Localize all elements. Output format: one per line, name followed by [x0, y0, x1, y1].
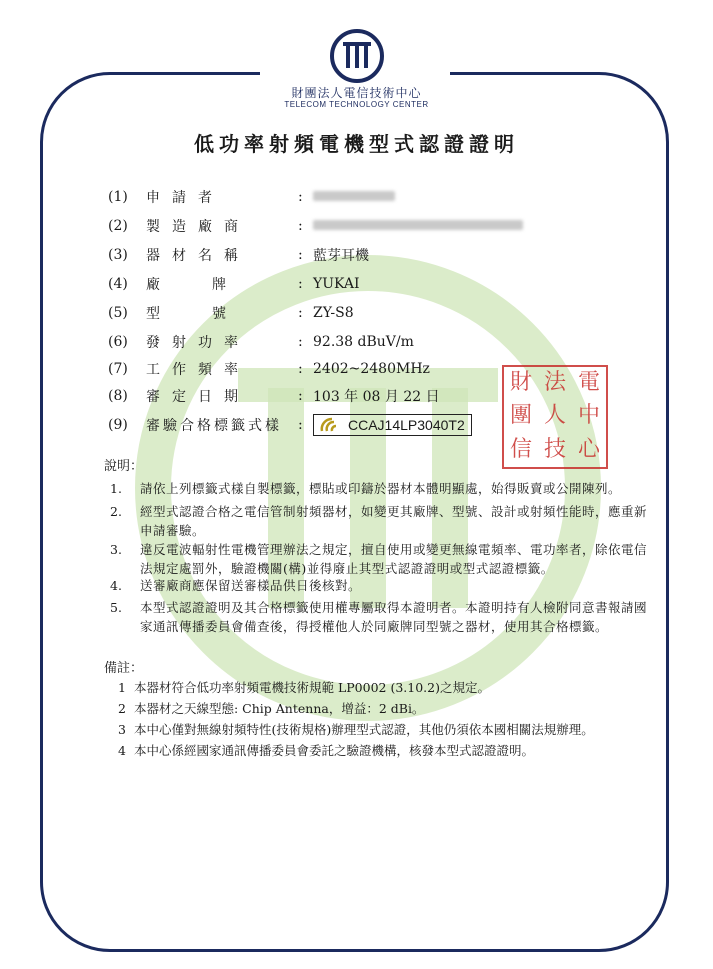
- remark-item: 1 本器材符合低功率射頻電機技術規範 LP0002 (3.10.2)之規定。: [118, 680, 490, 695]
- note-item: 2. 經型式認證合格之電信管制射頻器材，如變更其廠牌、型號、設計或射頻性能時，應重新申請審驗。: [110, 504, 648, 538]
- org-name-en: TELECOM TECHNOLOGY CENTER: [284, 100, 429, 109]
- official-seal: 財 法 電 團 人 中 信 技 心: [502, 365, 608, 469]
- redacted-manufacturer: [313, 220, 523, 230]
- note-item: 4. 送審廠商應保留送審樣品供日後核對。: [110, 578, 362, 593]
- field-equipment-name: (3) 器材名稱 : 藍芽耳機: [108, 247, 369, 264]
- certification-label: CCAJ14LP3040T2: [313, 414, 472, 436]
- note-item: 1. 請依上列標籤式樣自製標籤，標貼或印鑄於器材本體明顯處，始得販賣或公開陳列。: [110, 481, 622, 496]
- note-item: 5. 本型式認證證明及其合格標籤使用權專屬取得本證明者。本證明持有人檢附同意書報請國家通訊傳播委員會備查後，得授權他人於同廠牌同型號之器材，使用其合格標籤。: [110, 600, 648, 634]
- org-name-cn: 財團法人電信技術中心: [291, 86, 422, 100]
- field-model: (5) 型號 : ZY-S8: [108, 305, 354, 322]
- remark-item: 3 本中心僅對無線射頻特性(技術規格)辦理型式認證，其他仍須依本國相關法規辦理。: [118, 722, 594, 737]
- note-item: 3. 違反電波輻射性電機管理辦法之規定，擅自使用或變更無線電頻率、電功率者，除依電信法規定處罰外，驗證機關(構)並得廢止其型式認證證明或型式認證標籤。: [110, 542, 648, 576]
- remark-item: 4 本中心係經國家通訊傳播委員會委託之驗證機構，核發本型式認證證明。: [118, 743, 535, 758]
- field-applicant: (1) 申請者 :: [108, 186, 286, 208]
- field-brand: (4) 廠牌 : YUKAI: [108, 276, 360, 293]
- field-frequency: (7) 工作頻率 : 2402~2480MHz: [108, 361, 430, 378]
- field-manufacturer: (2) 製造廠商 :: [108, 215, 286, 237]
- field-transmit-power: (6) 發射功率 : 92.38 dBuV/m: [108, 334, 414, 351]
- ttc-logo-icon: [329, 28, 385, 84]
- remarks-heading: 備註：: [104, 661, 144, 676]
- redacted-applicant: [313, 191, 395, 201]
- field-approval-date: (8) 審定日期 : 103 年 08 月 22 日: [108, 388, 440, 405]
- page-title: 低功率射頻電機型式認證證明: [194, 132, 519, 156]
- notes-heading: 說明：: [104, 459, 144, 474]
- ncc-mark-icon: [320, 417, 344, 433]
- field-label-sample: (9) 審驗合格標籤式樣 : CCAJ14LP3040T2: [108, 414, 286, 436]
- remark-item: 2 本器材之天線型態: Chip Antenna，增益：2 dBi。: [118, 701, 425, 716]
